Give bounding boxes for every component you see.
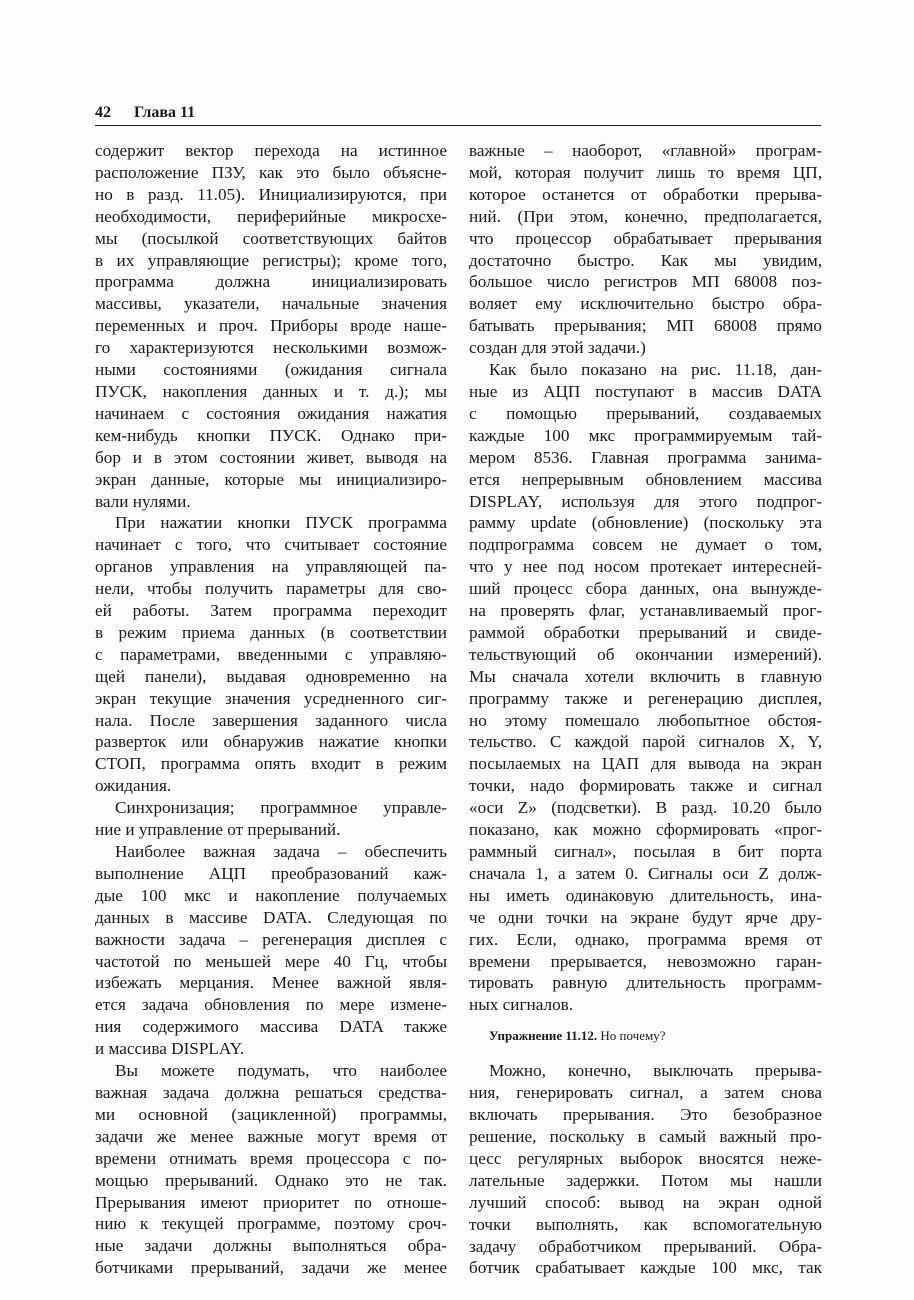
text-line: частотой по меньшей мере 40 Гц, чтобы [95,951,447,971]
text-line: каждые 100 мкс программируемым тай- [469,425,822,445]
text-line: вали нулями. [95,491,191,511]
exercise-label: Упражнение 11.12. [489,1028,598,1044]
text-line: содержит вектор перехода на истинное [95,141,447,160]
text-line: тировать равную длительность программ- [469,973,822,993]
text-line: избежать мерцания. Менее важной явля- [95,973,447,993]
exercise-heading [489,1026,822,1046]
text-line: достаточно быстро. Как мы увидим, [469,250,822,270]
text-line: подпрограмма совсем не думает о том, [469,535,822,555]
text-line: Можно, конечно, выключать прерыва- [489,1061,822,1081]
text-line: ний. (При этом, конечно, предполагается, [469,206,822,226]
text-line: мощью прерываний. Однако это не так. [95,1170,447,1190]
text-line: раммный сигнал», посылая в бит порта [469,842,822,861]
text-line: Прерывания имеют приоритет по отноше- [95,1192,447,1212]
text-line: времени отнимать время процессора с по- [95,1148,447,1168]
exercise-text: Но почему? [600,1028,666,1044]
text-line: мы (посылкой соответствующих байтов [95,228,447,248]
text-line: гих. Если, однако, программа время от [469,929,822,949]
text-line: рамму update (обновление) (поскольку эта [469,513,822,533]
text-line: тельствующий об окончании измерений). [469,644,822,664]
text-line: Вы можете подумать, что наиболее [115,1061,447,1081]
text-line: ботчик срабатывает каждые 100 мкс, так [469,1258,822,1278]
text-line: программу также и регенерацию дисплея, [469,688,822,708]
text-line: сначала 1, а затем 0. Сигналы оси Z долж- [469,863,822,883]
text-line: что процессор обрабатывает прерывания [469,228,822,248]
text-line: программа должна инициализировать [95,272,447,292]
text-line: с параметрами, введенными с управляю- [95,644,447,664]
text-line: мой, которая получит лишь то время ЦП, [469,162,822,182]
text-line: нию к текущей программе, поэтому сроч- [95,1214,447,1234]
text-line: ные из АЦП поступают в массив DATA [469,381,822,401]
text-line: массивы, указатели, начальные значения [95,294,447,314]
text-line: переменных и проч. Приборы вроде наше- [95,316,447,336]
text-line: DISPLAY, используя для этого подпрог- [469,491,822,511]
text-line: начинаем с состояния ожидания нажатия [95,403,447,423]
paragraph [95,512,447,797]
text-line: ния, генерировать сигнал, а затем снова [469,1083,822,1103]
text-line: ботчиками прерываний, задачи же менее [95,1258,447,1278]
text-line: воляет ему исключительно быстро обра- [469,294,822,314]
text-line: необходимости, периферийные микросхе- [95,206,447,226]
text-line: показано, как можно сформировать «прог- [469,820,822,840]
left-column [95,140,447,1279]
text-line: создан для этой задачи.) [469,338,646,358]
running-header [95,103,821,126]
paragraph [95,140,447,512]
text-line: СТОП, программа опять входит в режим [95,754,447,774]
text-line: задачи же менее важные могут время от [95,1126,447,1146]
text-line: бор и в этом состоянии живет, выводя на [95,447,447,467]
paragraph [469,359,822,1016]
text-line: включать прерывания. Это безобразное [469,1105,822,1125]
text-line: ние и управление от прерываний. [95,820,341,840]
text-line: батывать прерывания; МП 68008 прямо [469,316,822,336]
text-line: че одни точки на экране будут ярче дру- [469,907,822,927]
text-line: посылаемых на ЦАП для вывода на экран [469,754,822,774]
text-line: но этому помешало любопытное обстоя- [469,710,822,730]
right-column [469,140,822,1279]
text-line: ния содержимого массива DATA также [95,1017,447,1037]
text-line: раммой обработки прерываний и свиде- [469,622,822,642]
text-line: Мы сначала хотели включить в главную [469,666,822,686]
text-line: разверток или обнаружив нажатие кнопки [95,732,447,752]
text-line: лучший способ: вывод на экран одной [469,1192,822,1212]
text-line: расположение ПЗУ, как это было объясне- [95,162,447,182]
text-line: экран текущие значения усредненного сиг- [95,688,447,708]
text-line: щей панели), выдавая одновременно на [95,666,447,686]
paragraph [469,140,822,359]
text-line: экран данные, которые мы инициализиро- [95,469,447,489]
text-line: дые 100 мкс и накопление получаемых [95,885,447,905]
text-line: важные – наоборот, «главной» програм- [469,141,822,160]
text-line: органов управления на управляющей па- [95,557,447,577]
text-line: ных сигналов. [469,995,574,1015]
text-line: ется непрерывным обновлением массива [469,469,822,489]
text-line: задачу обработчиком прерываний. Обра- [469,1236,822,1256]
text-line: времени прерывается, невозможно гаран- [469,951,822,971]
text-line: цесс регулярных выборок вносятся неже- [469,1148,822,1168]
text-line: ны иметь одинаковую длительность, ина- [469,885,822,905]
text-line: в их управляющие регистры); кроме того, [95,250,447,270]
text-line: го характеризуются несколькими возмож- [95,338,447,358]
paragraph [95,1060,447,1279]
text-line: ожидания. [95,776,172,796]
text-line: точки, надо формировать также и сигнал [469,776,822,796]
page-number: 42 [95,104,111,121]
text-line: кем-нибудь кнопки ПУСК. Однако при- [95,425,447,445]
text-line: ми основной (зацикленной) программы, [95,1104,447,1124]
paragraph [95,841,447,1060]
text-line: Синхронизация; программное управле- [115,798,447,818]
text-line: выполнение АЦП преобразований каж- [95,863,447,883]
text-line: ными состояниями (ожидания сигнала [95,360,447,380]
text-line: важности задача – регенерация дисплея с [95,929,447,949]
text-line: нели, чтобы получить параметры для сво- [95,579,447,599]
chapter-title: Глава 11 [134,104,196,121]
text-line: которое останется от обработки прерыва- [469,184,822,204]
text-line: данных в массиве DATA. Следующая по [95,907,447,927]
right-column-body-top [469,140,822,1016]
paragraph [95,797,447,841]
right-column-body-bottom [469,1060,822,1279]
text-line: на проверять флаг, устанавливаемый прог- [469,601,822,621]
text-line: решение, поскольку в самый важный про- [469,1126,822,1146]
text-line: При нажатии кнопки ПУСК программа [115,513,447,533]
text-line: точки выполнять, как вспомогательную [469,1214,822,1234]
text-line: что у нее под носом протекает интересней- [469,557,822,577]
text-line: и массива DISPLAY. [95,1039,245,1059]
text-line: мером 8536. Главная программа занима- [469,447,822,467]
text-line: лательные задержки. Потом мы нашли [469,1170,822,1190]
text-line: тельство. С каждой парой сигналов X, Y, [469,732,822,752]
text-line: Как было показано на рис. 11.18, дан- [489,360,822,380]
text-line: нала. После завершения заданного числа [95,710,447,730]
paragraph [469,1060,822,1279]
text-line: с помощью прерываний, создаваемых [469,403,822,423]
text-line: важная задача должна решаться средства- [95,1082,447,1102]
text-line: в режим приема данных (в соответствии [95,622,447,642]
text-line: начинает с того, что считывает состояние [95,535,447,555]
text-line: ей работы. Затем программа переходит [95,601,447,621]
text-line: «оси Z» (подсветки). В разд. 10.20 было [469,798,822,818]
text-line: ется задача обновления по мере измене- [95,995,447,1015]
text-line: ший процесс сбора данных, она вынужде- [469,579,822,599]
text-line: ные задачи должны выполняться обра- [95,1236,447,1256]
text-line: ПУСК, накопления данных и т. д.); мы [95,381,447,401]
text-line: большое число регистров МП 68008 поз- [469,272,822,292]
text-line: но в разд. 11.05). Инициализируются, при [95,184,447,204]
text-line: Наиболее важная задача – обеспечить [115,842,447,861]
